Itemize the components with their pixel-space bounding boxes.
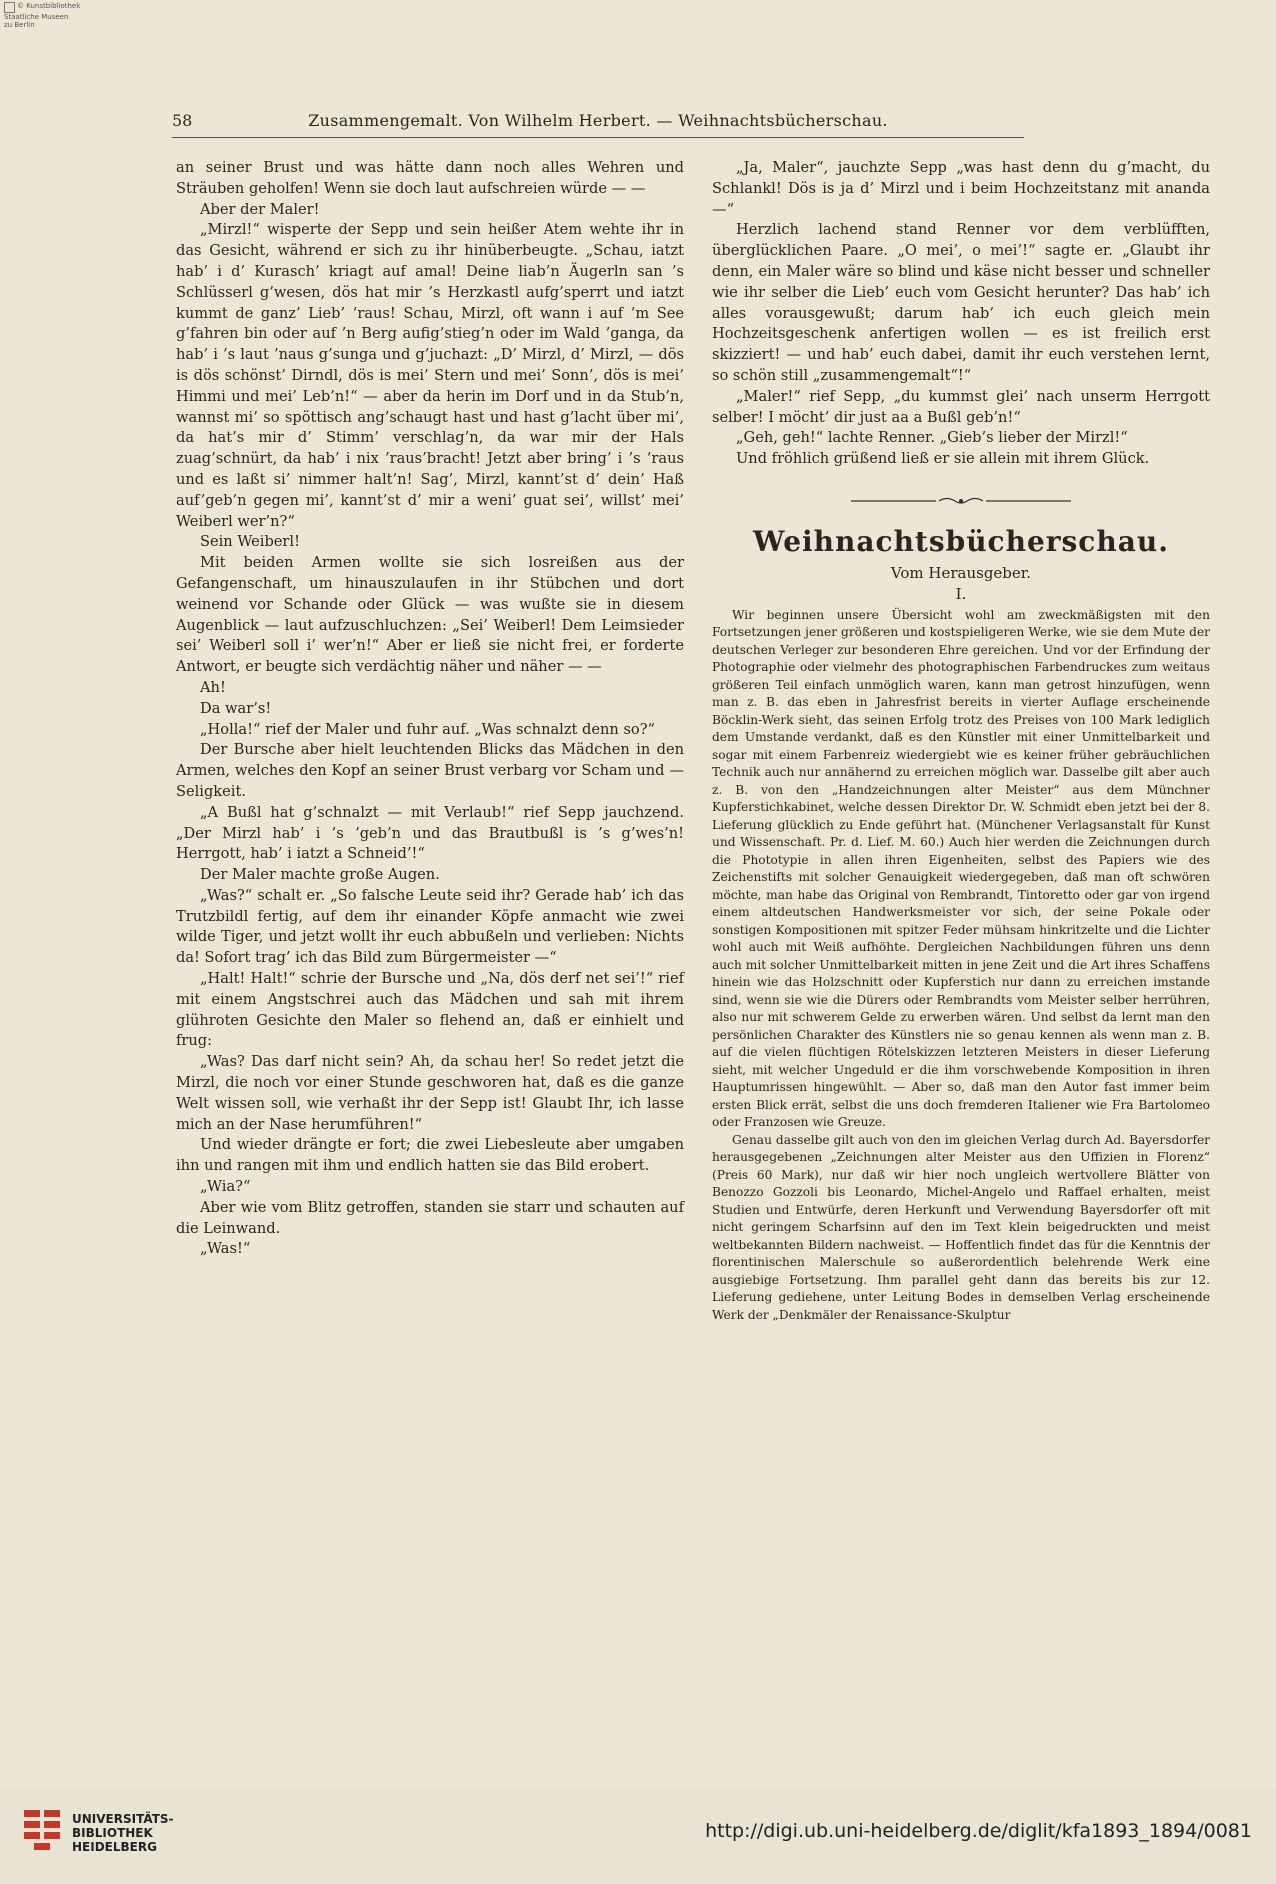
left-paragraph: „Holla!“ rief der Maler und fuhr auf. „Was schnalzt denn so?“ xyxy=(200,720,655,738)
section-title: Weihnachtsbücherschau. xyxy=(753,524,1169,558)
left-paragraph: „Was? Das darf nicht sein? Ah, da schau her! So redet jetzt die Mirzl, die noch vor einer Stunde geschworen hat, daß es die ganze Welt wissen soll, wie verhaßt ihr der Sepp ist! Glaubt Ihr, ich lasse mich an der Nase herumführen!“ xyxy=(176,1053,684,1133)
ornament-icon xyxy=(851,496,1071,506)
right-paragraph: Und fröhlich grüßend ließ er sie allein mit ihrem Glück. xyxy=(736,450,1150,468)
section-paragraph: Wir beginnen unsere Übersicht wohl am zweckmäßigsten mit den Fortsetzungen jener größeren und kostspieligeren Werke, wie sie dem Mute der deutschen Verleger zur besonderen Ehre gereichen. Und vor der Erfindung der Photographie oder vielmehr des photographischen Farbendruckes zum weitaus größeren Teil einfach unmöglich waren, kann man getrost hinzufügen, wenn man z. B. das eben in Jahresfrist bereits in vierter Auflage erscheinende Böcklin-Werk sieht, das seinen Erfolg trotz des Preises von 100 Mark lediglich dem Umstande verdankt, daß es den Künstler mit einer Unmittelbarkeit und sogar mit einem Farbenreiz wiedergiebt wie es keiner früher gebräuchlichen Technik auch nur annähernd zu erreichen möglich war. Dasselbe gilt aber auch z. B. von den „Handzeichnungen alter Meister“ aus dem Münchner Kupferstichkabinet, welche dessen Direktor Dr. W. Schmidt eben jetzt bei der 8. Lieferung glücklich zu Ende geführt hat. (Münchener Verlagsanstalt für Kunst und Wissenschaft. Pr. d. Lief. M. 60.) Auch hier werden die Zeichnungen durch die Phototypie in allen ihren Eigenheiten, selbst des Papiers wie des Zeichenstifts mit solcher Genauigkeit wiedergegeben, daß man oft schwören möchte, man habe das Original von Rembrandt, Tintoretto oder gar von irgend einem altdeutschen Handwerksmeister vor sich, der seine Pokale oder sonstigen Kompositionen mit spitzer Feder mühsam hinkritzelte und die Lichter wohl auch mit Weiß aufhöhte. Dergleichen Nachbildungen führen uns denn auch mit solcher Unmittelbarkeit mitten in jene Zeit und die Art ihres Schaffens hinein wie das Holzschnitt oder Kupferstich nur dann zu erreichen imstande sind, wenn sie wie die Dürers oder Rembrandts vom Meister selber herrühren, also nur mit schwerem Gelde zu erwerben wären. Und selbst da lernt man den persönlichen Charakter des Künstlers nie so genau kennen als wenn man z. B. auf die vielen flüchtigen Rötelskizzen letzteren Meisters in dieser Lieferung sieht, mit welcher Ungeduld er die ihm vorschwebende Komposition in ihren Hauptumrissen hingewühlt. — Aber so, daß man den Autor fast immer beim ersten Blick errät, selbst die uns doch fremderen Italiener wie Fra Bartolomeo oder Franzosen wie Greuze. xyxy=(712,607,1210,1130)
left-paragraph: Der Bursche aber hielt leuchtenden Blicks das Mädchen in den Armen, welches den Kopf an seiner Brust verbarg vor Scham und — Seligkeit. xyxy=(176,741,684,800)
left-paragraph: „A Bußl hat g’schnalzt — mit Verlaub!“ rief Sepp jauchzend. „Der Mirzl hab’ i ’s ’geb’n und das Brautbußl is ’s g’wes’n! Herrgott, hab’ i iatzt a Schneid’!“ xyxy=(176,803,684,863)
left-paragraph: „Wia?“ xyxy=(200,1178,251,1196)
section-body xyxy=(712,607,1210,1325)
left-paragraph: Ah! xyxy=(200,678,226,696)
left-paragraph: Da war’s! xyxy=(200,699,272,717)
stamp-box-icon xyxy=(4,2,15,13)
left-paragraph: Sein Weiberl! xyxy=(200,533,300,551)
left-paragraph: Und wieder drängte er fort; die zwei Liebesleute aber umgaben ihn und rangen mit ihm und endlich hatten sie das Bild erobert. xyxy=(176,1136,684,1175)
running-head: Zusammengemalt. Von Wilhelm Herbert. — Weihnachtsbücherschau. xyxy=(308,111,888,130)
library-name-line: UNIVERSITÄTS- xyxy=(72,1812,174,1826)
left-paragraph: an seiner Brust und was hätte dann noch alles Wehren und Sträuben geholfen! Wenn sie doch laut aufschreien würde — — xyxy=(176,159,684,197)
library-logo-icon xyxy=(22,1806,62,1852)
stamp-line-3: zu Berlin xyxy=(4,21,35,29)
right-paragraph: „Maler!“ rief Sepp, „du kummst glei’ nach unserm Herrgott selber! I möcht’ dir just aa a Bußl geb’n!“ xyxy=(712,387,1210,426)
stamp-line-2: Staatliche Museen xyxy=(4,13,69,21)
left-paragraph: „Was?“ schalt er. „So falsche Leute seid ihr? Gerade hab’ ich das Trutzbildl fertig, auf dem ihr einander Köpfe anmacht wie zwei wilde Tiger, und jetzt wollt ihr euch abbußeln und verlieben: Nichts da! Sofort trag’ ich das Bild zum Bürgermeister —“ xyxy=(176,886,684,967)
left-paragraph: Aber wie vom Blitz getroffen, standen sie starr und schauten auf die Leinwand. xyxy=(176,1198,684,1237)
library-name xyxy=(72,1812,174,1854)
header-rule xyxy=(172,137,1024,138)
right-paragraph: „Geh, geh!“ lachte Renner. „Gieb’s lieber der Mirzl!“ xyxy=(736,429,1128,447)
left-paragraph: Mit beiden Armen wollte sie sich losreißen aus der Gefangenschaft, um hinauszulaufen in ihr Stübchen und dort weinend vor Schande oder Glück — was wußte sie in diesem Augenblick — laut aufzuschluchzen: „Sei’ Weiberl! Dem Leimsieder sei’ Weiberl soll i’ wer’n!“ Aber er ließ sie nicht frei, er forderte Antwort, er beugte sich verdächtig näher und näher — — xyxy=(176,554,684,676)
page-number: 58 xyxy=(172,111,193,130)
right-paragraph: „Ja, Maler“, jauchzte Sepp „was hast denn du g’macht, du Schlankl! Dös is ja d’ Mirzl und i beim Hochzeitstanz mit ananda —“ xyxy=(712,159,1210,218)
copyright-stamp xyxy=(4,2,84,29)
library-footer xyxy=(0,1790,1276,1884)
right-paragraph: Herzlich lachend stand Renner vor dem verblüfften, überglücklichen Paare. „O mei’, o mei’!“ sagte er. „Glaubt ihr denn, ein Maler wäre so blind und käse nicht besser und schneller wie ihr selber die Lieb’ euch vom Gesicht herunter? Das hab’ ich alles vorausgewußt; darum hab’ ich euch gleich mein Hochzeitsgeschenk anfertigen wollen — es ist freilich erst skizziert! — und hab’ euch dabei, damit ihr euch verstehen lernt, so schön still „zusammengemalt“!“ xyxy=(712,221,1210,384)
left-paragraph: Aber der Maler! xyxy=(200,200,320,218)
left-paragraph: „Was!“ xyxy=(200,1240,251,1258)
right-column xyxy=(712,158,1210,1324)
left-paragraph: Der Maler machte große Augen. xyxy=(200,866,440,884)
left-paragraph: „Mirzl!“ wisperte der Sepp und sein heißer Atem wehte ihr in das Gesicht, während er sich zu ihr hinüberbeugte. „Schau, iatzt hab’ i d’ Kurasch’ kriagt auf amal! Deine liab’n Äugerln san ’s Schlüsserl g’wesen, dös hat mir ’s Herzkastl aufg’sperrt und iatzt kummt de ganz’ Lieb’ ’raus! Schau, Mirzl, oft wann i auf ’m See g’fahren bin oder auf ’n Berg aufig’stieg’n oder im Wald ’ganga, da hab’ i ’s laut ’naus g’sunga und g’juchazt: „D’ Mirzl, d’ Mirzl, — dös is dös schönst’ Dirndl, dös is mei’ Stern und mei’ Sonn’, dös is mei’ Himmi und mei’ Leb’n!“ — aber da herin im Dorf und in da Stub’n, wannst mi’ so spöttisch ang’schaugt hast und hast g’lacht über mi’, da hat’s mir d’ Stimm’ verschlag’n, da war mir der Hals zuag’schnürt, da hab’ i nix ’raus’bracht! Jetzt aber bring’ i ’s ’raus und es laßt si’ nimmer halt’n! Sag’, Mirzl, kannt’st d’ dein’ Haß auf’geb’n gegen mi’, kannt’st d’ mir a weni’ guat sei’, willst’ mei’ Weiberl wer’n?“ xyxy=(176,221,684,530)
library-name-line: HEIDELBERG xyxy=(72,1840,157,1854)
section-number: I. xyxy=(955,584,967,603)
library-name-line: BIBLIOTHEK xyxy=(72,1826,153,1840)
stamp-line-1: © Kunstbibliothek xyxy=(17,2,81,10)
permalink-url[interactable]: http://digi.ub.uni-heidelberg.de/diglit/kfa1893_1894/0081 xyxy=(705,1820,1252,1842)
left-column xyxy=(176,158,684,1260)
section-subtitle: Vom Herausgeber. xyxy=(890,563,1032,582)
left-paragraph: „Halt! Halt!“ schrie der Bursche und „Na, dös derf net sei’!“ rief mit einem Angstschrei auch das Mädchen und sah mit ihrem glühroten Gesichte den Maler so flehend an, daß er einhielt und frug: xyxy=(176,970,684,1050)
ornament-divider xyxy=(712,492,1210,513)
section-paragraph: Genau dasselbe gilt auch von den im gleichen Verlag durch Ad. Bayersdorfer herausgegebenen „Zeichnungen alter Meister aus den Uffizien in Florenz“ (Preis 60 Mark), nur daß wir hier noch ungleich wertvollere Blätter von Benozzo Gozzoli bis Leonardo, Michel-Angelo und Raffael erhalten, meist Studien und Entwürfe, deren Herkunft und Verwendung Bayersdorfer oft mit nicht geringem Scharfsinn auf den im Text klein beigedruckten und meist weltbekannten Bildern nachweist. — Hoffentlich findet das für die Kenntnis der florentinischen Malerschule so außerordentlich belehrende Werk eine ausgiebige Fortsetzung. Ihm parallel geht dann das bereits bis zur 12. Lieferung gediehene, unter Leitung Bodes in demselben Verlag erscheinende Werk der „Denkmäler der Renaissance-Skulptur xyxy=(712,1132,1210,1322)
